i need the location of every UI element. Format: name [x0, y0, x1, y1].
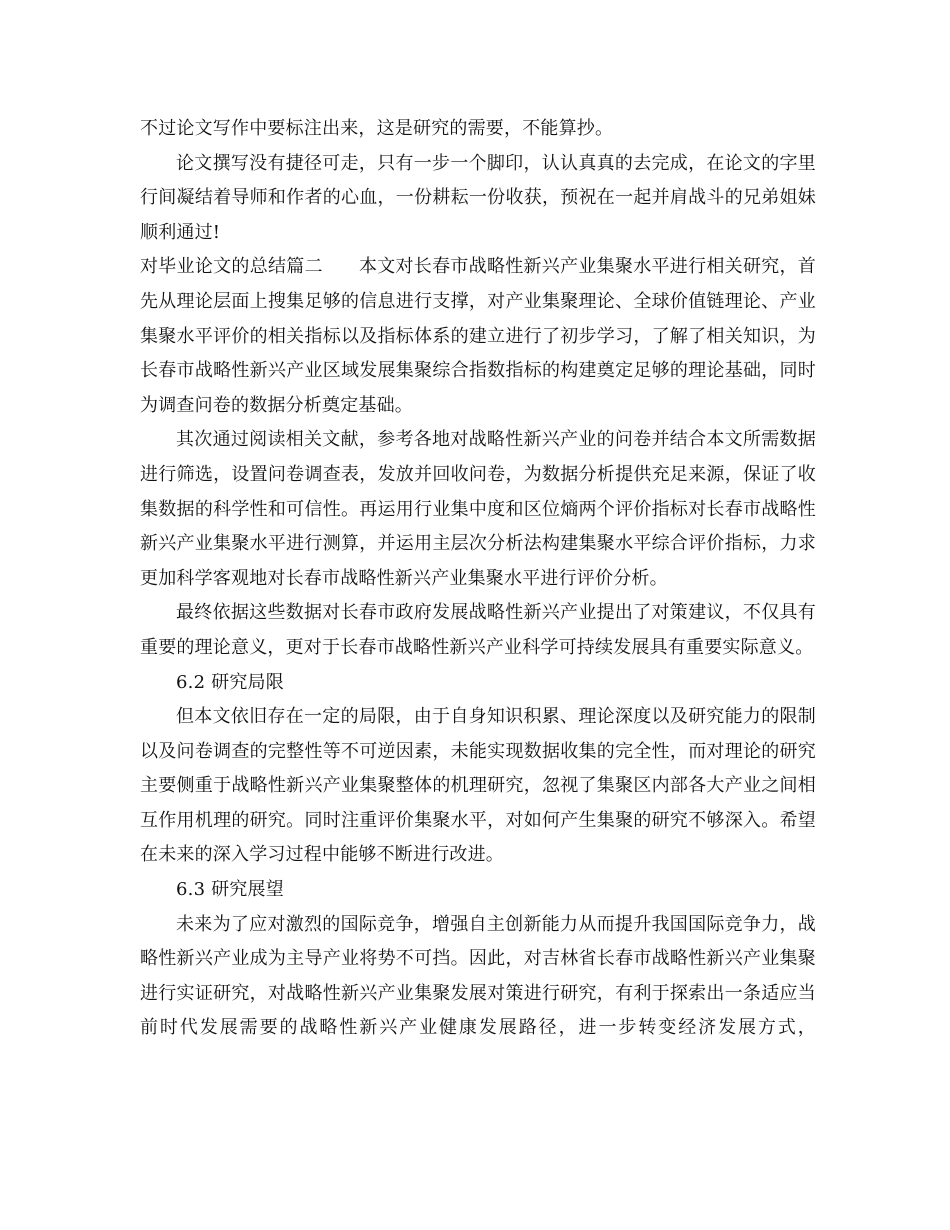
paragraph-conclusion: 最终依据这些数据对长春市政府发展战略性新兴产业提出了对策建议，不仅具有重要的理论意义，更对于长春市战略性新兴产业科学可持续发展具有重要实际意义。: [140, 602, 816, 658]
paragraph-outlook: 未来为了应对激烈的国际竞争，增强自主创新能力从而提升我国国际竞争力，战略性新兴产业成为主导产业将势不可挡。因此，对吉林省长春市战略性新兴产业集聚进行实证研究，对战略性新兴产业集聚发展对策进行研究，有利于探索出一条适应当前时代发展需要的战略性新兴产业健康发展路径，进一步转变经济发展方式，: [140, 913, 816, 1039]
paragraph-thesis-writing: 论文撰写没有捷径可走，只有一步一个脚印，认认真真的去完成，在论文的字里行间凝结着导师和作者的心血，一份耕耘一份收获，预祝在一起并肩战斗的兄弟姐妹顺利通过!: [140, 152, 816, 243]
section-title: 对毕业论文的总结篇二: [140, 256, 323, 278]
summary-two-text: 本文对长春市战略性新兴产业集聚水平进行相关研究，首先从理论层面上搜集足够的信息进行支撑，对产业集聚理论、全球价值链理论、产业集聚水平评价的相关指标以及指标体系的建立进行了初步学习，了解了相关知识，为长春市战略性新兴产业区域发展集聚综合指数指标的构建奠定足够的理论基础，同时为调查问卷的数据分析奠定基础。: [140, 256, 816, 416]
paragraph-summary-two: [140, 250, 816, 423]
heading-research-outlook: 6.3 研究展望: [176, 879, 284, 901]
paragraph-methodology: 其次通过阅读相关文献，参考各地对战略性新兴产业的问卷并结合本文所需数据进行筛选，设置问卷调查表，发放并回收问卷，为数据分析提供充足来源，保证了收集数据的科学性和可信性。再运用行业集中度和区位熵两个评价指标对长春市战略性新兴产业集聚水平进行测算，并运用主层次分析法构建集聚水平综合评价指标，力求更加科学客观地对长春市战略性新兴产业集聚水平进行评价分析。: [140, 429, 816, 589]
document-page: [140, 112, 816, 1046]
heading-research-limitations: 6.2 研究局限: [176, 671, 284, 693]
paragraph-intro-line: 不过论文写作中要标注出来，这是研究的需要，不能算抄。: [140, 118, 614, 139]
paragraph-limitations: 但本文依旧存在一定的局限，由于自身知识积累、理论深度以及研究能力的限制以及问卷调查的完整性等不可逆因素，未能实现数据收集的完全性，而对理论的研究主要侧重于战略性新兴产业集聚整体的机理研究，忽视了集聚区内部各大产业之间相互作用机理的研究。同时注重评价集聚水平，对如何产生集聚的研究不够深入。希望在未来的深入学习过程中能够不断进行改进。: [140, 706, 816, 866]
